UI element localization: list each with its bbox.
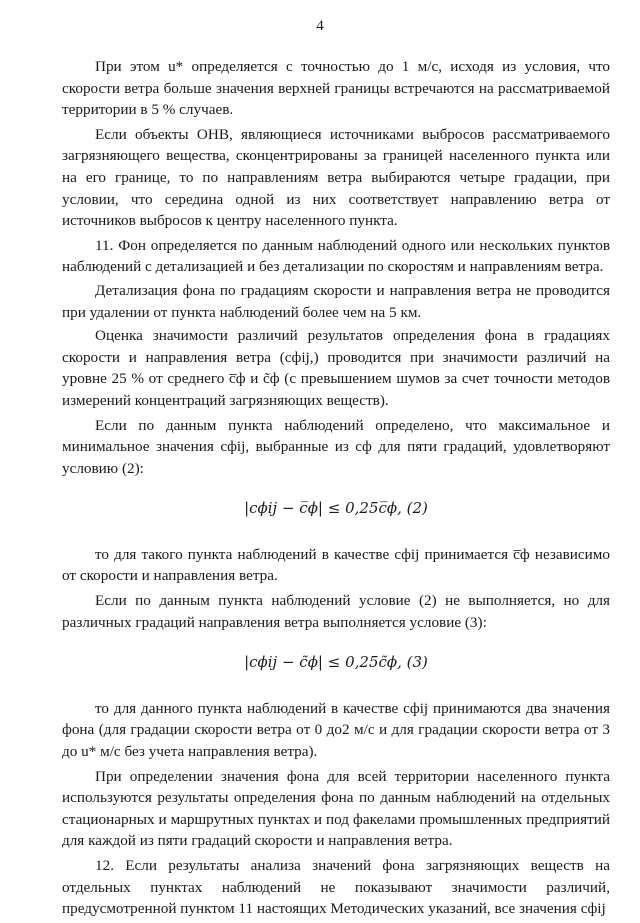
- paragraph-u-star-accuracy: При этом u* определяется с точностью до 1 м/с, исходя из условия, что скорости ветра больше значения верхней границы встречаются на рассматриваемой территории в 5 % случаев.: [62, 58, 610, 119]
- formula-2: |cϕij − c̅ϕ| ≤ 0,25c̅ϕ, (2): [244, 499, 428, 518]
- paragraph-condition-2-intro: Если по данным пункта наблюдений определено, что максимальное и минимальное значения cфij, выбранные из cф для пяти градаций, удовлетворяют условию (2):: [62, 416, 610, 477]
- page-number: 4: [316, 18, 324, 34]
- paragraph-condition-2-result: то для такого пункта наблюдений в качестве cфij принимается c̅ф независимо от скорости и направления ветра.: [62, 545, 610, 585]
- paragraph-condition-3-result: то для данного пункта наблюдений в качестве cфij принимаются два значения фона (для градации скорости ветра от 0 до2 м/с и для градации скорости ветра от 3 до u* м/с без учета направления ветра).: [62, 699, 610, 761]
- paragraph-city-background: При определении значения фона для всей территории населенного пункта используются результаты определения фона по данным наблюдений на отдельных стационарных и маршрутных пунктах и под факелами промышленных предприятий для каждой из пяти градаций скорости и направления ветра.: [62, 767, 610, 850]
- document-body: [62, 56, 610, 923]
- paragraph-item-12: 12. Если результаты анализа значений фона загрязняющих веществ на отдельных пунктах наблюдений не показывают значимости различий, предусмотренной пунктом 11 настоящих Методических указаний, все значения cфij: [62, 857, 610, 918]
- paragraph-item-11: 11. Фон определяется по данным наблюдений одного или нескольких пунктов наблюдений с детализацией и без детализации по скоростям и направлениям ветра.: [62, 236, 610, 276]
- formula-3: |cϕij − c̃ϕ| ≤ 0,25c̃ϕ, (3): [244, 653, 428, 672]
- paragraph-significance: Оценка значимости различий результатов определения фона в градациях скорости и направления ветра (cфij,) проводится при значимости различий на уровне 25 % от среднего c̅ф и c̃ф (с превышением шумов за счет точности методов измерений концентраций загрязняющих веществ).: [62, 327, 610, 409]
- paragraph-condition-3-intro: Если по данным пункта наблюдений условие (2) не выполняется, но для различных градаций направления ветра выполняется условие (3):: [62, 592, 610, 631]
- paragraph-onv-objects: Если объекты ОНВ, являющиеся источниками выбросов рассматриваемого загрязняющего вещества, сконцентрированы за границей населенного пункта или на его границе, то по направлениям ветра выбираются четыре градации, при условии, что середина одной из них соответствует направлению ветра от источников выбросов к центру населенного пункта.: [62, 125, 610, 230]
- paragraph-detailing: Детализация фона по градациям скорости и направления ветра не проводится при удалении от пункта наблюдений более чем на 5 км.: [62, 281, 610, 321]
